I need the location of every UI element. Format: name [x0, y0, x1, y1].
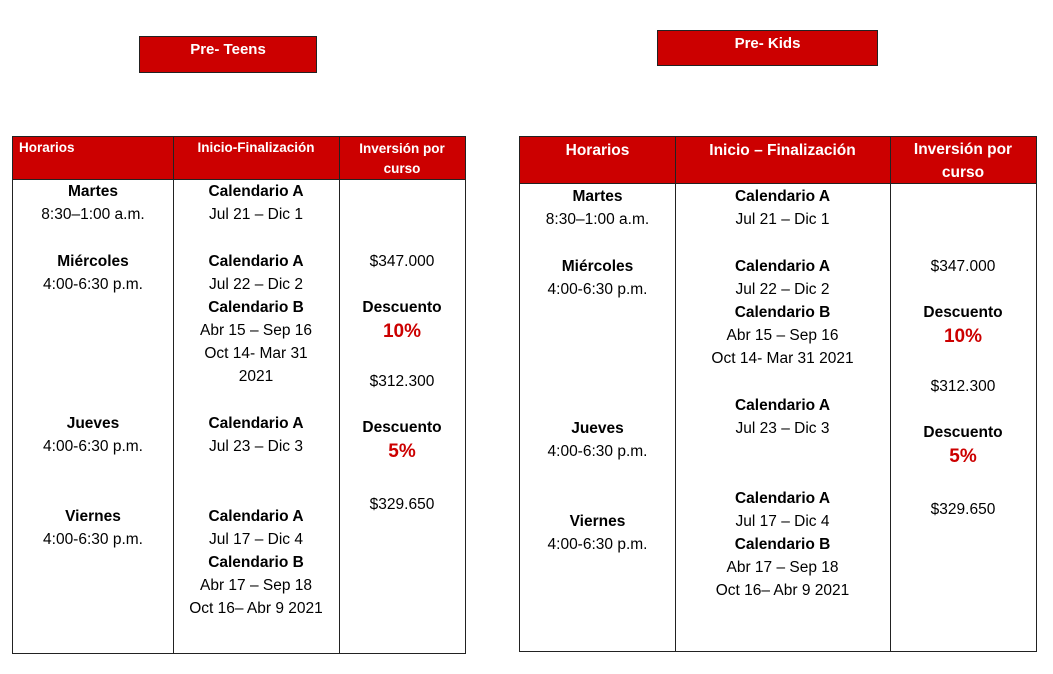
date-range: Jul 21 – Dic 1 — [735, 211, 830, 228]
time-label: 4:00-6:30 p.m. — [43, 276, 143, 293]
schedule-miercoles — [520, 255, 675, 301]
dates-martes — [675, 185, 890, 231]
discount-5 — [890, 421, 1036, 469]
schedule-viernes — [13, 505, 173, 551]
day-label: Martes — [68, 183, 118, 200]
header-inversion-line2: curso — [941, 164, 985, 181]
discount-10 — [890, 301, 1036, 349]
calendar-label: Calendario A — [734, 188, 831, 205]
schedule-martes — [520, 185, 675, 231]
date-range: Jul 22 – Dic 2 — [735, 281, 830, 298]
calendar-label: Calendario A — [208, 253, 304, 270]
schedule-viernes — [520, 510, 675, 556]
calendar-label: Calendario B — [208, 554, 304, 571]
date-range: Jul 21 – Dic 1 — [209, 206, 303, 223]
date-range: Jul 17 – Dic 4 — [735, 513, 830, 530]
time-label: 4:00-6:30 p.m. — [547, 536, 648, 553]
price-312300: $312.300 — [930, 378, 996, 395]
calendar-label: Calendario B — [734, 304, 831, 321]
header-inversion-line1: Inversión por — [359, 141, 445, 156]
day-label: Jueves — [66, 415, 120, 432]
day-label: Martes — [572, 188, 623, 205]
date-range: Abr 17 – Sep 18 — [726, 559, 839, 576]
schedule-jueves — [13, 412, 173, 458]
pre-teens-title: Pre- Teens — [139, 36, 317, 73]
date-range: Abr 15 – Sep 16 — [726, 327, 839, 344]
calendar-label: Calendario A — [208, 183, 304, 200]
day-label: Viernes — [569, 513, 626, 530]
calendar-label: Calendario A — [734, 258, 831, 275]
dates-martes — [173, 180, 339, 226]
discount-label: Descuento — [923, 304, 1003, 321]
calendar-label: Calendario A — [734, 490, 831, 507]
pre-teens-table — [12, 136, 466, 654]
pre-kids-title: Pre- Kids — [657, 30, 878, 66]
schedule-martes — [13, 180, 173, 226]
date-range: Oct 16– Abr 9 2021 — [715, 582, 850, 599]
header-inicio-finalizacion: Inicio-Finalización — [197, 140, 315, 155]
header-inversion-line1: Inversión por — [913, 141, 1013, 158]
schedule-miercoles — [13, 250, 173, 296]
discount-percent: 5% — [949, 446, 977, 467]
discount-label: Descuento — [362, 419, 442, 436]
discount-percent: 10% — [382, 321, 422, 342]
discount-5 — [339, 416, 465, 464]
header-inversion — [890, 138, 1036, 184]
header-inversion — [339, 137, 465, 179]
dates-viernes — [173, 505, 339, 620]
header-horarios: Horarios — [565, 142, 630, 159]
time-label: 8:30–1:00 a.m. — [545, 211, 650, 228]
header-horarios: Horarios — [19, 140, 75, 155]
date-range: Jul 23 – Dic 3 — [209, 438, 303, 455]
dates-jueves — [675, 394, 890, 440]
date-range: Abr 15 – Sep 16 — [199, 322, 313, 339]
header-inicio-finalizacion: Inicio – Finalización — [709, 142, 856, 159]
discount-percent: 10% — [943, 326, 983, 347]
day-label: Miércoles — [561, 258, 634, 275]
calendar-label: Calendario B — [734, 536, 831, 553]
date-range: Jul 17 – Dic 4 — [209, 531, 303, 548]
calendar-label: Calendario B — [208, 299, 304, 316]
dates-miercoles — [675, 255, 890, 370]
dates-viernes — [675, 487, 890, 602]
discount-label: Descuento — [362, 299, 442, 316]
time-label: 4:00-6:30 p.m. — [43, 531, 143, 548]
pre-kids-table — [519, 136, 1037, 652]
header-inversion-line2: curso — [383, 161, 421, 176]
time-label: 8:30–1:00 a.m. — [41, 206, 145, 223]
calendar-label: Calendario A — [208, 508, 304, 525]
calendar-label: Calendario A — [208, 415, 304, 432]
date-range: Oct 16– Abr 9 2021 — [189, 600, 323, 617]
dates-jueves — [173, 412, 339, 458]
discount-percent: 5% — [388, 441, 416, 462]
date-range: Jul 22 – Dic 2 — [209, 276, 303, 293]
price-329650: $329.650 — [930, 501, 996, 518]
date-range: Jul 23 – Dic 3 — [735, 420, 830, 437]
price-347000: $347.000 — [369, 253, 435, 270]
discount-label: Descuento — [923, 424, 1003, 441]
date-range: Oct 14- Mar 31 2021 — [711, 350, 854, 367]
day-label: Miércoles — [57, 253, 129, 270]
date-range: 2021 — [238, 368, 274, 385]
date-range: Oct 14- Mar 31 — [204, 345, 308, 362]
day-label: Viernes — [65, 508, 121, 525]
calendar-label: Calendario A — [734, 397, 831, 414]
time-label: 4:00-6:30 p.m. — [547, 281, 648, 298]
time-label: 4:00-6:30 p.m. — [43, 438, 143, 455]
day-label: Jueves — [571, 420, 624, 437]
schedule-jueves — [520, 417, 675, 463]
dates-miercoles — [173, 250, 339, 388]
price-329650: $329.650 — [369, 496, 435, 513]
time-label: 4:00-6:30 p.m. — [547, 443, 648, 460]
date-range: Abr 17 – Sep 18 — [199, 577, 313, 594]
discount-10 — [339, 296, 465, 344]
price-312300: $312.300 — [369, 373, 435, 390]
price-347000: $347.000 — [930, 258, 996, 275]
